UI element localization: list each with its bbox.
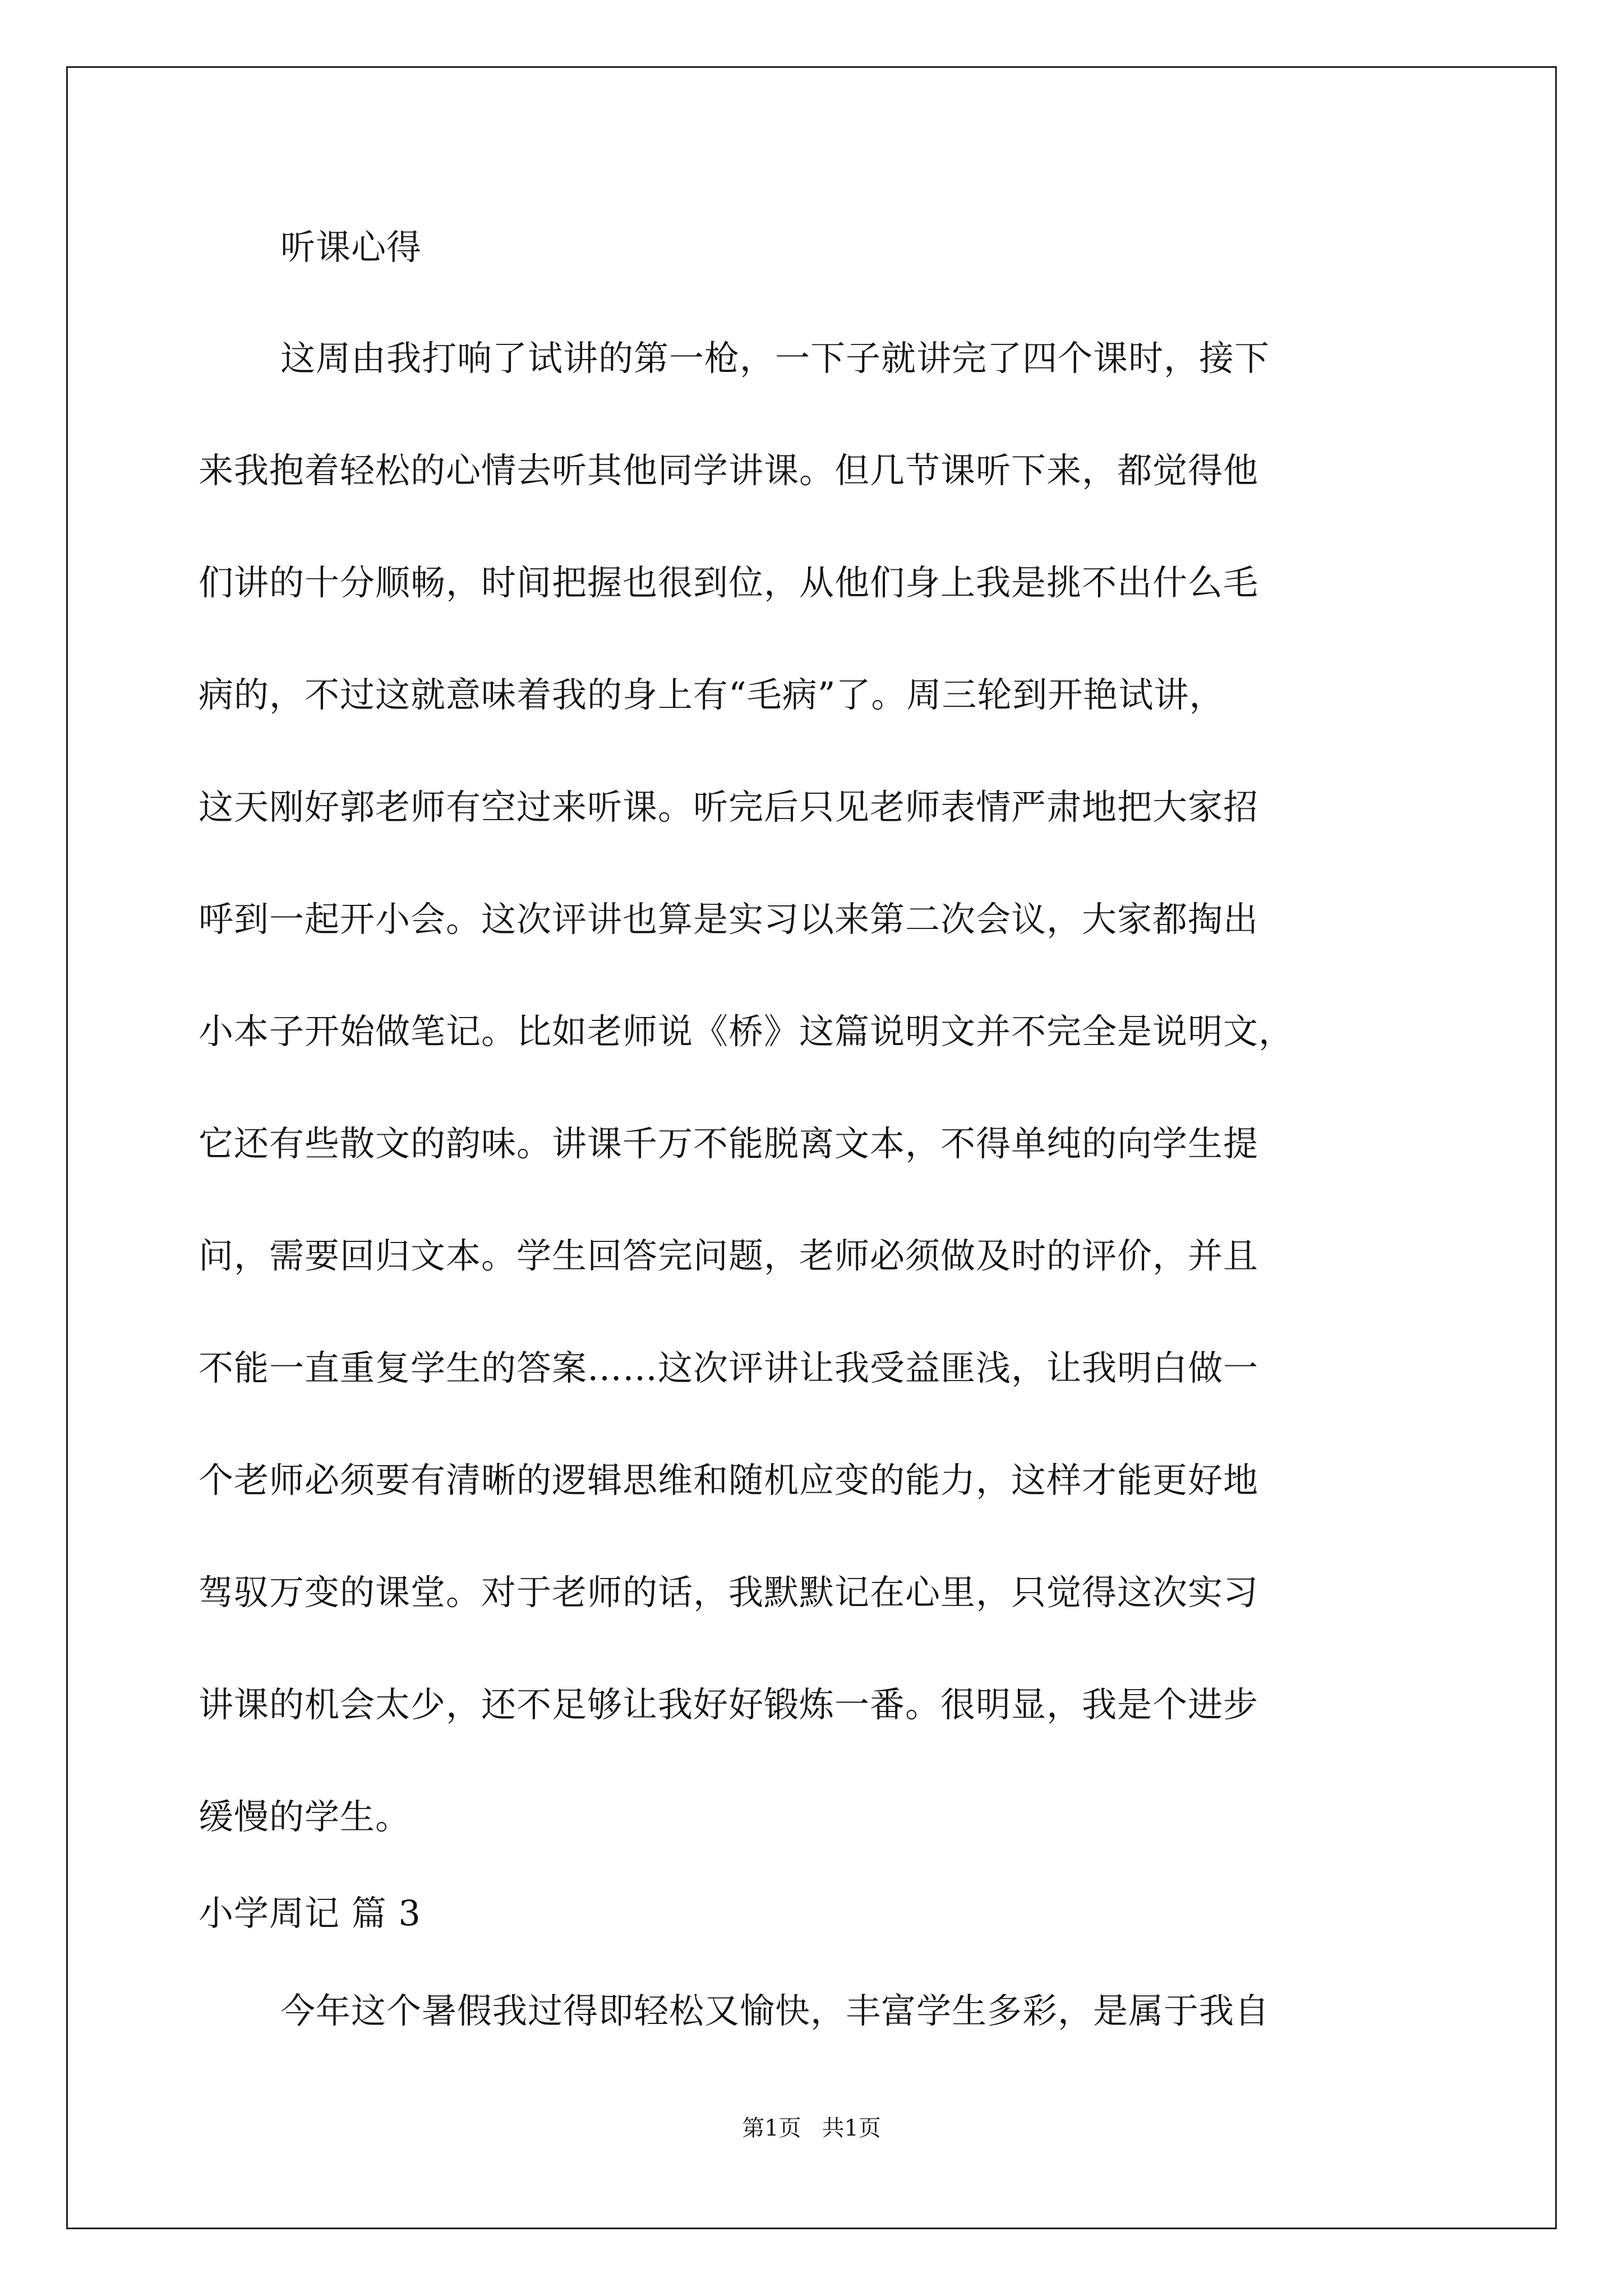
paragraph-line: 今年这个暑假我过得即轻松又愉快，丰富学生多彩，是属于我自 xyxy=(280,1990,1270,2031)
page-total: 共1页 xyxy=(822,2115,881,2141)
paragraph-line: 讲课的机会太少，还不足够让我好好锻炼一番。很明显，我是个进步 xyxy=(199,1684,1259,1725)
paragraph-line: 它还有些散文的韵味。讲课千万不能脱离文本，不得单纯的向学生提 xyxy=(199,1123,1259,1164)
section-title: 听课心得 xyxy=(280,227,422,268)
paragraph-line: 这天刚好郭老师有空过来听课。听完后只见老师表情严肃地把大家招 xyxy=(199,786,1259,827)
paragraph-line: 个老师必须要有清晰的逻辑思维和随机应变的能力，这样才能更好地 xyxy=(199,1460,1259,1501)
paragraph-line: 病的，不过这就意味着我的身上有“毛病”了。周三轮到开艳试讲， xyxy=(199,674,1225,715)
paragraph-line: 呼到一起开小会。这次评讲也算是实习以来第二次会议，大家都掏出 xyxy=(199,899,1259,940)
paragraph-line: 这周由我打响了试讲的第一枪，一下子就讲完了四个课时，接下 xyxy=(280,338,1270,379)
section-heading: 小学周记 篇 3 xyxy=(199,1893,421,1934)
paragraph-line: 缓慢的学生。 xyxy=(199,1796,411,1837)
paragraph-line: 问，需要回归文本。学生回答完问题，老师必须做及时的评价，并且 xyxy=(199,1235,1259,1276)
paragraph-line: 驾驭万变的课堂。对于老师的话，我默默记在心里，只觉得这次实习 xyxy=(199,1572,1259,1613)
paragraph-line: 不能一直重复学生的答案……这次评讲让我受益匪浅，让我明白做一 xyxy=(199,1347,1259,1388)
paragraph-line: 们讲的十分顺畅，时间把握也很到位，从他们身上我是挑不出什么毛 xyxy=(199,562,1259,603)
paragraph-line: 来我抱着轻松的心情去听其他同学讲课。但几节课听下来，都觉得他 xyxy=(199,450,1259,491)
page-footer xyxy=(0,2110,1623,2142)
page-number: 第1页 xyxy=(742,2115,801,2141)
paragraph-line: 小本子开始做笔记。比如老师说《桥》这篇说明文并不完全是说明文， xyxy=(199,1011,1294,1052)
